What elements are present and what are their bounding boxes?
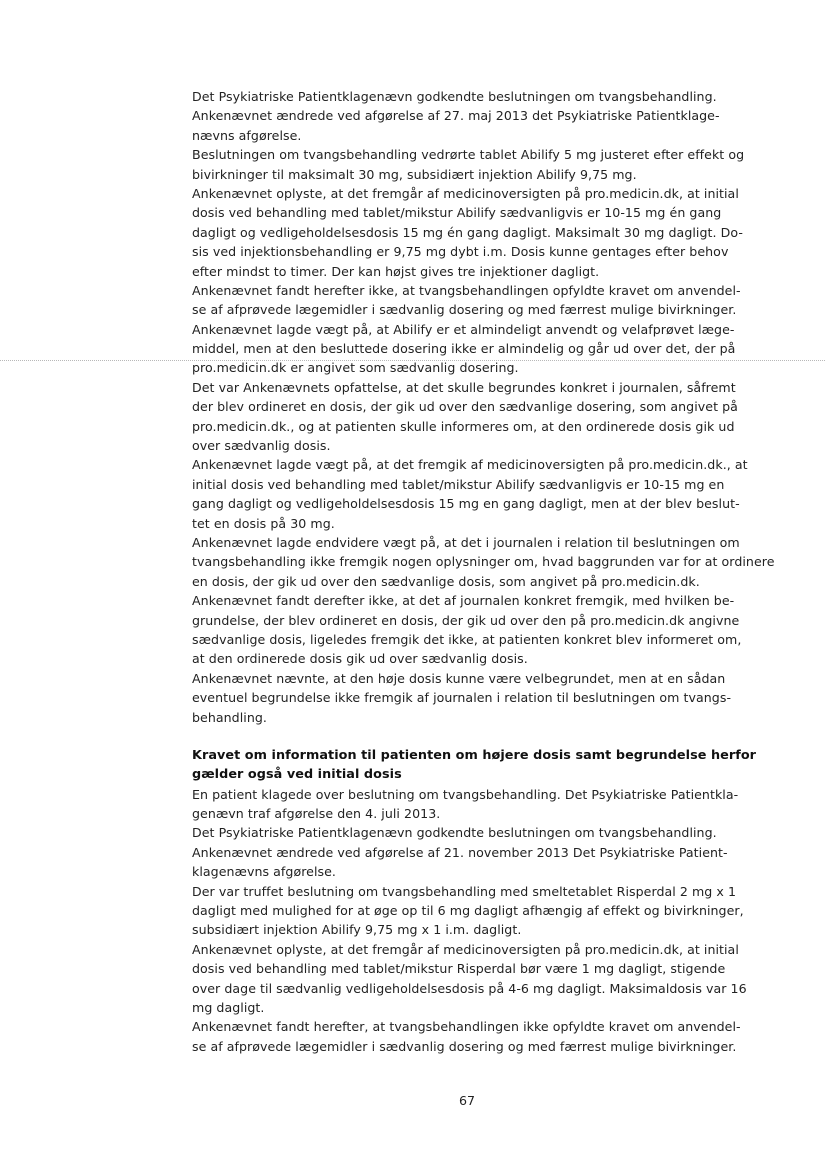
text-line: pro.medicin.dk er angivet som sædvanlig dosering. — [192, 360, 519, 376]
text-line: Ankenævnet oplyste, at det fremgår af medicinoversigten på pro.medicin.dk, at initial — [192, 941, 739, 957]
text-line: Ankenævnet fandt herefter, at tvangsbehandlingen ikke opfyldte kravet om anvendel- — [192, 1019, 741, 1035]
text-line: Det Psykiatriske Patientklagenævn godkendte beslutningen om tvangsbehandling. — [192, 89, 717, 104]
text-line: mg dagligt. — [192, 999, 265, 1015]
heading-line: gælder også ved initial dosis — [192, 767, 402, 783]
text-line: tet en dosis på 30 mg. — [192, 515, 335, 531]
heading-line: Kravet om information til patienten om højere dosis samt begrundelse herfor — [192, 747, 757, 763]
text-line: klagenævns afgørelse. — [192, 864, 336, 880]
page-number: 67 — [458, 1093, 476, 1108]
text-line: initial dosis ved behandling med tablet/mikstur Abilify sædvanligvis er 10-15 mg en — [192, 476, 725, 492]
text-line: Ankenævnet lagde vægt på, at Abilify er et almindeligt anvendt og velafprøvet læge- — [192, 321, 735, 337]
text-line: dagligt og vedligeholdelsesdosis 15 mg én gang dagligt. Maksimalt 30 mg dagligt. Do- — [192, 224, 743, 240]
paragraph-block-2 — [192, 785, 752, 1056]
text-line: middel, men at den besluttede dosering ikke er almindelig og går ud over det, der på — [192, 341, 736, 357]
text-line: subsidiært injektion Abilify 9,75 mg x 1 i.m. dagligt. — [192, 922, 522, 938]
text-line: dosis ved behandling med tablet/mikstur Risperdal bør være 1 mg dagligt, stigende — [192, 961, 726, 977]
text-line: pro.medicin.dk., og at patienten skulle informeres om, at den ordinerede dosis gik ud — [192, 418, 735, 434]
paragraph-block-1 — [192, 87, 775, 727]
text-line: se af afprøvede lægemidler i sædvanlig dosering og med færrest mulige bivirkninger. — [192, 1038, 737, 1054]
text-line: Ankenævnet ændrede ved afgørelse af 21. november 2013 Det Psykiatriske Patient- — [192, 844, 728, 860]
text-line: Det Psykiatriske Patientklagenævn godkendte beslutningen om tvangsbehandling. — [192, 825, 717, 841]
text-line: tvangsbehandling ikke fremgik nogen oplysninger om, hvad baggrunden var for at ordinere — [192, 554, 775, 570]
text-line: genævn traf afgørelse den 4. juli 2013. — [192, 806, 441, 822]
text-line: en dosis, der gik ud over den sædvanlige dosis, som angivet på pro.medicin.dk. — [192, 573, 700, 589]
text-line: sis ved injektionsbehandling er 9,75 mg dybt i.m. Dosis kunne gentages efter behov — [192, 244, 729, 260]
text-line: Ankenævnet fandt herefter ikke, at tvangsbehandlingen opfyldte kravet om anvendel- — [192, 282, 741, 298]
paragraph-gap — [192, 727, 752, 746]
text-line: efter mindst to timer. Der kan højst gives tre injektioner dagligt. — [192, 263, 600, 279]
text-line: Det var Ankenævnets opfattelse, at det skulle begrundes konkret i journalen, såfremt — [192, 379, 736, 395]
text-line: Ankenævnet lagde vægt på, at det fremgik af medicinoversigten på pro.medicin.dk., at — [192, 457, 748, 473]
text-line: Der var truffet beslutning om tvangsbehandling med smeltetablet Risperdal 2 mg x 1 — [192, 883, 737, 899]
text-line: gang dagligt og vedligeholdelsesdosis 15 mg en gang dagligt, men at der blev beslut- — [192, 496, 740, 512]
text-line: Ankenævnet fandt derefter ikke, at det af journalen konkret fremgik, med hvilken be- — [192, 593, 735, 609]
text-line: at den ordinerede dosis gik ud over sædvanlig dosis. — [192, 651, 528, 667]
text-line: dosis ved behandling med tablet/mikstur Abilify sædvanligvis er 10-15 mg én gang — [192, 205, 722, 221]
text-line: bivirkninger til maksimalt 30 mg, subsidiært injektion Abilify 9,75 mg. — [192, 166, 637, 182]
section-heading — [192, 746, 757, 785]
text-line: se af afprøvede lægemidler i sædvanlig dosering og med færrest mulige bivirkninger. — [192, 302, 737, 318]
text-line: over dage til sædvanlig vedligeholdelsesdosis på 4-6 mg dagligt. Maksimaldosis var 16 — [192, 980, 747, 996]
text-line: over sædvanlig dosis. — [192, 438, 331, 454]
text-line: En patient klagede over beslutning om tvangsbehandling. Det Psykiatriske Patientkla- — [192, 786, 739, 802]
text-line: nævns afgørelse. — [192, 127, 302, 143]
body-text — [192, 87, 775, 1056]
text-line: Ankenævnet ændrede ved afgørelse af 27. maj 2013 det Psykiatriske Patientklage- — [192, 108, 720, 124]
text-line: behandling. — [192, 709, 267, 725]
text-line: eventuel begrundelse ikke fremgik af journalen i relation til beslutningen om tvangs- — [192, 690, 732, 706]
text-line: der blev ordineret en dosis, der gik ud over den sædvanlige dosering, som angivet på — [192, 399, 738, 415]
text-line: Ankenævnet nævnte, at den høje dosis kunne være velbegrundet, men at en sådan — [192, 670, 726, 686]
text-line: Ankenævnet lagde endvidere vægt på, at det i journalen i relation til beslutningen om — [192, 534, 740, 550]
text-line: sædvanlige dosis, ligeledes fremgik det ikke, at patienten konkret blev informeret om, — [192, 631, 742, 647]
text-line: grundelse, der blev ordineret en dosis, der gik ud over den på pro.medicin.dk angivne — [192, 612, 740, 628]
text-line: Ankenævnet oplyste, at det fremgår af medicinoversigten på pro.medicin.dk, at initial — [192, 185, 739, 201]
text-line: Beslutningen om tvangsbehandling vedrørte tablet Abilify 5 mg justeret efter effekt og — [192, 147, 745, 163]
text-line: dagligt med mulighed for at øge op til 6 mg dagligt afhængig af effekt og bivirkninger, — [192, 903, 744, 919]
